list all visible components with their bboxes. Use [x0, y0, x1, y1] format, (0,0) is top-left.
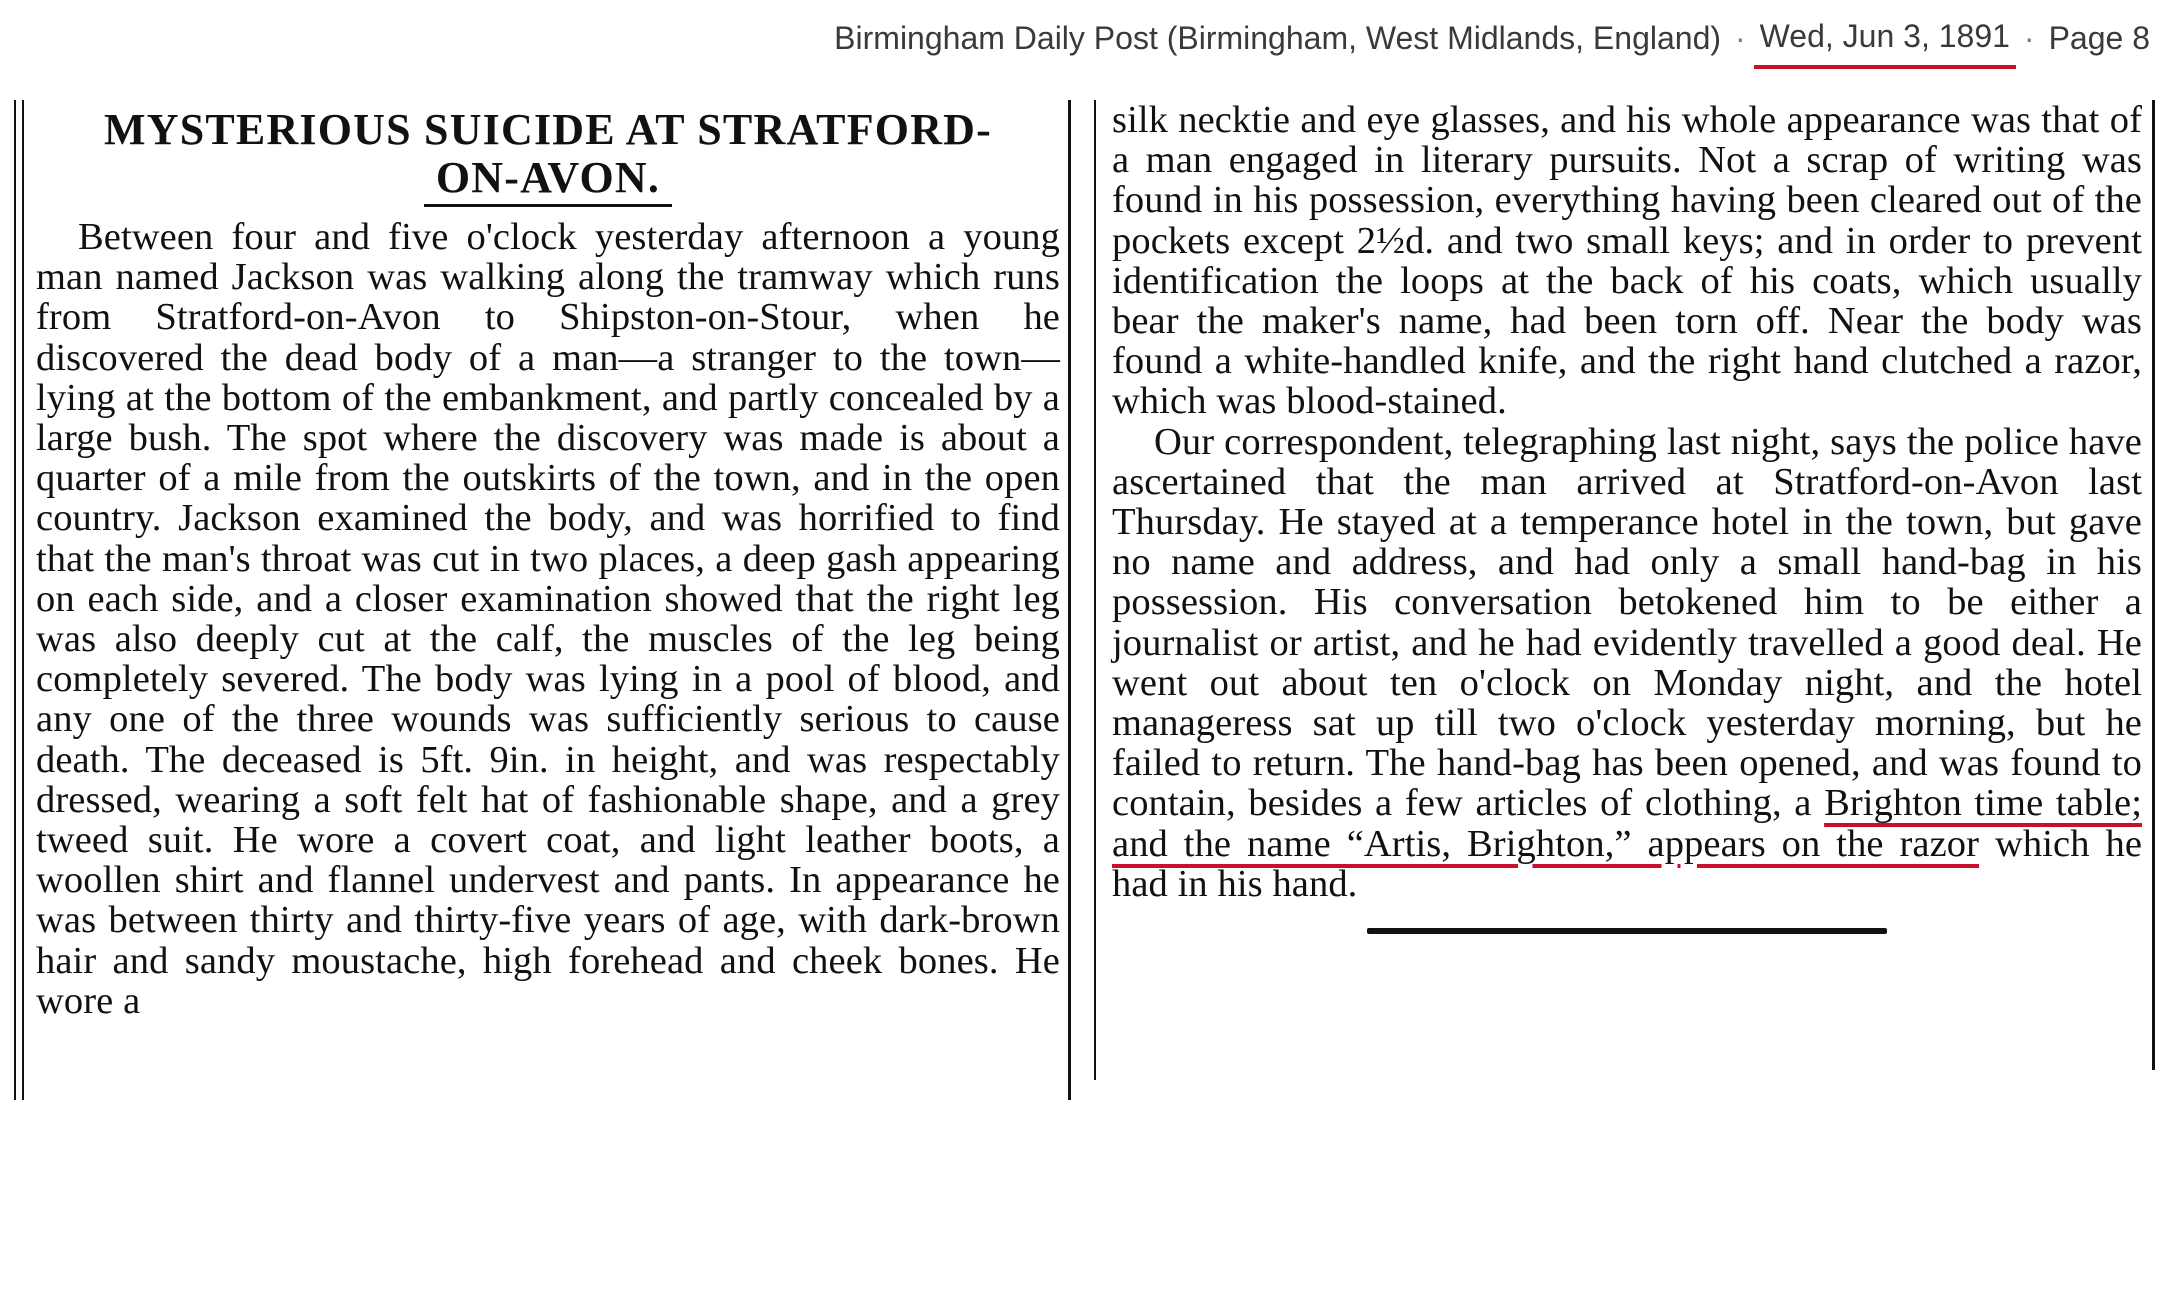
article-column-right	[1112, 100, 2142, 934]
column-rule-left-inner	[22, 100, 24, 1100]
article-paragraph-1: Between four and five o'clock yesterday afternoon a young man named Jackson was walking along the tramway which runs from Stratford-on-Avon to Shipston-on-Stour, when he discovered the dead body of a man—a stranger to the town—lying at the bottom of the embankment, and partly concealed by a large bush. The spot where the discovery was made is about a quarter of a mile from the outskirts of the town, and in the open country. Jackson examined the body, and was horrified to find that the man's throat was cut in two places, a deep gash appearing on each side, and a closer examination showed that the right leg was also deeply cut at the calf, the muscles of the leg being completely severed. The body was lying in a pool of blood, and any one of the three wounds was sufficiently serious to cause death. The deceased is 5ft. 9in. in height, and was respectably dressed, wearing a soft felt hat of fashionable shape, and a grey tweed suit. He wore a covert coat, and light leather boots, a woollen shirt and flannel undervest and pants. In appearance he was between thirty and thirty-five years of age, with dark-brown hair and sandy moustache, high forehead and cheek bones. He wore a	[36, 216, 1060, 1022]
article-column-left	[36, 100, 1060, 1021]
source-bar	[834, 10, 2150, 66]
page-number: Page 8	[2048, 19, 2150, 56]
article-paragraph-3	[1112, 422, 2142, 904]
headline-line-1: MYSTERIOUS SUICIDE AT STRATFORD-	[103, 105, 993, 154]
publication-name: Birmingham Daily Post (Birmingham, West Midlands, England)	[834, 19, 1722, 56]
column-rule-right	[2152, 100, 2155, 1070]
article-headline	[36, 106, 1060, 207]
column-rule-middle-inner	[1094, 100, 1096, 1080]
headline-line-2: ON-AVON.	[424, 154, 672, 207]
highlighted-passage: Brighton time table; and the name “Artis, Brighton,” appears on the razor	[1112, 782, 2142, 865]
column-rule-middle	[1068, 100, 1071, 1100]
article-paragraph-2: silk necktie and eye glasses, and his whole appearance was that of a man engaged in literary pursuits. Not a scrap of writing was found in his possession, everything having been cleared out of the pockets except 2½d. and two small keys; and in order to prevent identification the loops at the back of his coats, which usually bear the maker's name, had been torn off. Near the body was found a white-handled knife, and the right hand clutched a razor, which was blood-stained.	[1112, 99, 2142, 423]
article-end-rule	[1367, 928, 1887, 934]
publication-date: Wed, Jun 3, 1891	[1760, 18, 2010, 59]
paragraph-3-text-after: which he had in his hand.	[1112, 822, 2143, 905]
separator-2: ·	[2023, 19, 2035, 56]
column-rule-left-outer	[14, 100, 16, 1100]
separator-1: ·	[1735, 19, 1746, 56]
newspaper-clipping	[14, 100, 2156, 1110]
paragraph-3-text-before: Our correspondent, telegraphing last night, says the police have ascertained that the man arrived at Stratford-on-Avon last Thursday. He stayed at a temperance hotel in the town, but gave no name and address, and had only a small hand-bag in his possession. His conversation betokened him to be either a journalist or artist, and he had evidently travelled a good deal. He went out about ten o'clock on Monday night, and the hotel manageress sat up till two o'clock yesterday morning, but he failed to return. The hand-bag has been opened, and was found to contain, besides a few articles of clothing, a	[1112, 420, 2142, 825]
